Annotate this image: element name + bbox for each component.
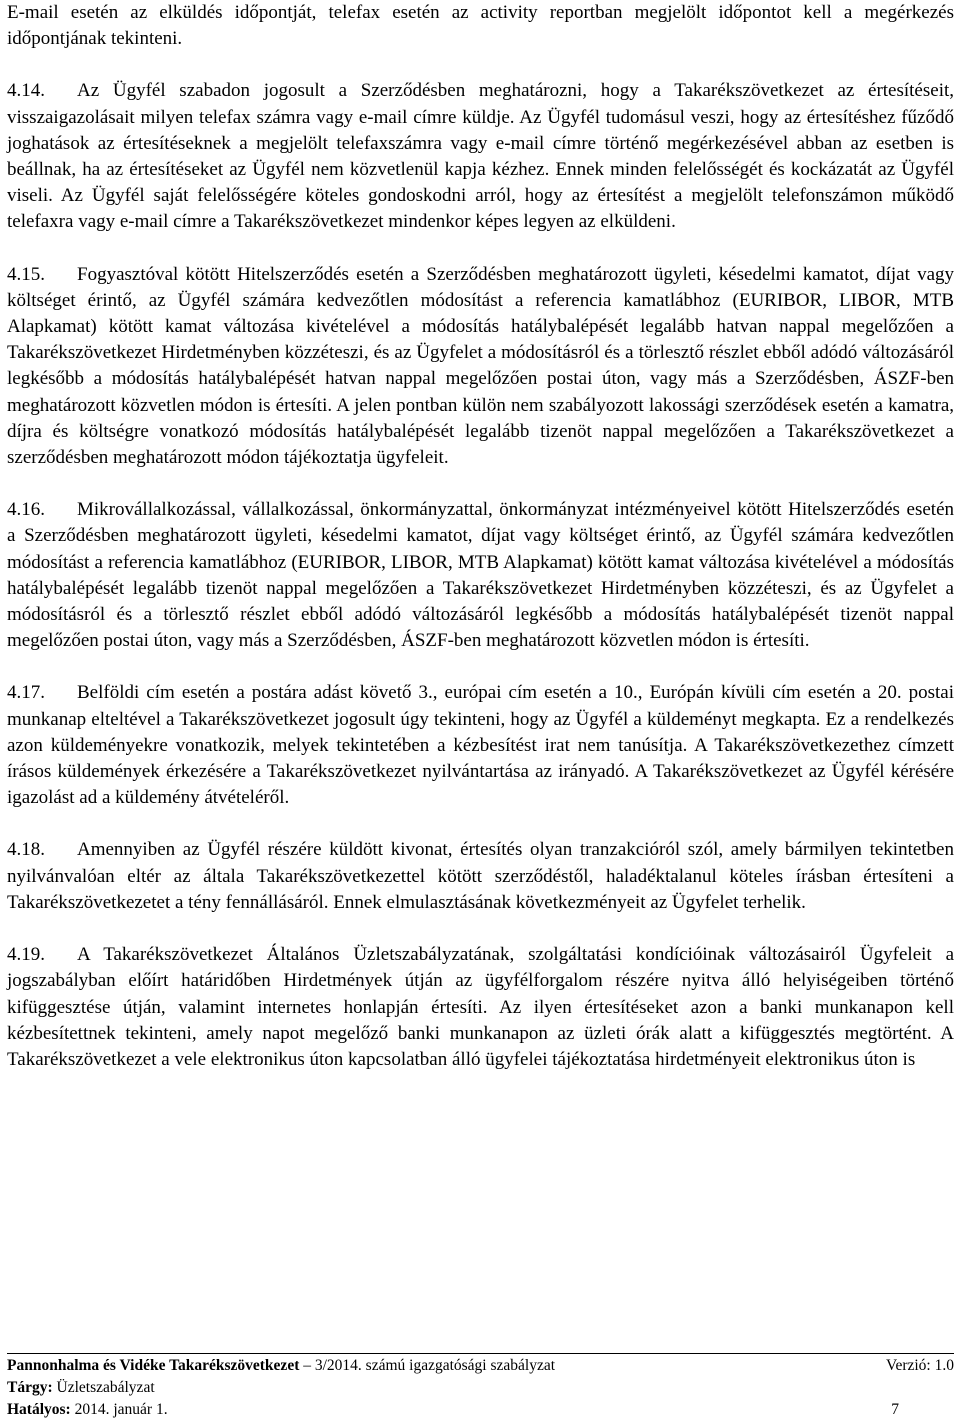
- footer-line-org: [7, 1355, 954, 1377]
- section-4-16: [7, 497, 954, 654]
- footer-subject-value: Üzletszabályzat: [56, 1379, 155, 1396]
- section-number: 4.15.: [7, 263, 45, 285]
- section-number: 4.18.: [7, 839, 45, 861]
- footer-divider: [7, 1353, 954, 1354]
- footer-version: Verzió: 1.0: [885, 1357, 954, 1374]
- footer-org-name: Pannonhalma és Vidéke Takarékszövetkezet: [7, 1357, 300, 1374]
- section-4-15: [7, 262, 954, 472]
- section-4-19: [7, 942, 954, 1073]
- footer-line-subject: [7, 1377, 954, 1399]
- section-4-17: [7, 680, 954, 811]
- page-number: 7: [891, 1401, 899, 1418]
- section-text: Fogyasztóval kötött Hitelszerződés esetén a Szerződésben meghatározott ügyleti, késedelmi kamatot, díjat vagy költséget érintő, az Ügyfél számára kedvezőtlen módosítást a referencia kamatlábhoz (EURIBOR, LIBOR, MTB Alapkamat) kötött kamat változása kivételével a módosítás hatálybalépését legalább hatvan nappal megelőzően a Takarékszövetkezet Hirdetményben közzéteszi, és az Ügyfelet a módosításról és a törlesztő részlet ebből adódó változásáról legkésőbb a módosítás hatálybalépését hatvan nappal megelőzően postai úton, vagy más a Szerződésben, ÁSZF-ben meghatározott közvetlen módon is értesíti. A jelen pontban külön nem szabályozott lakossági szerződések esetén a kamatra, díjra és költségre vonatkozó módosítás hatálybalépését legalább tizenöt nappal megelőzően a Takarékszövetkezet a szerződésben meghatározott módon tájékoztatja ügyfeleit.: [7, 263, 954, 469]
- document-body: [7, 0, 954, 1073]
- section-text: Amennyiben az Ügyfél részére küldött kivonat, értesítés olyan tranzakcióról szól, amely bármilyen tekintetben nyilvánvalóan eltér az általa Takarékszövetkezettel kötött szerződéstől, haladéktalanul köteles írásban értesíteni a Takarékszövetkezetet a tény fennállásáról. Ennek elmulasztásának következményeit az Ügyfelet terhelik.: [7, 839, 954, 913]
- footer-effective-value: 2014. január 1.: [74, 1401, 168, 1418]
- intro-paragraph: E-mail esetén az elküldés időpontját, telefax esetén az activity reportban megjelölt időpontot kell a megérkezés időpontjának tekinteni.: [7, 2, 954, 50]
- footer-regulation: – 3/2014. számú igazgatósági szabályzat: [303, 1357, 556, 1374]
- section-text: Belföldi cím esetén a postára adást követő 3., európai cím esetén a 10., Európán kívüli cím esetén a 20. postai munkanap elteltével a Takarékszövetkezet jogosult úgy tekinteni, hogy az Ügyfél a küldeményt megkapta. Ez a rendelkezés azon küldeményekre vonatkozik, melyek tekintetében a kézbesítést irat nem tanúsítja. A Takarékszövetkezethez címzett írásos küldemények érkezésére a Takarékszövetkezet nyilvántartása az irányadó. A Takarékszövetkezet az Ügyfél kérésére igazolást ad a küldemény átvételéről.: [7, 682, 954, 809]
- section-number: 4.14.: [7, 80, 45, 102]
- section-text: Az Ügyfél szabadon jogosult a Szerződésben meghatározni, hogy a Takarékszövetkezet az értesítéseit, visszaigazolásait milyen telefax számra vagy e-mail címre küldje. Az Ügyfél tudomásul veszi, hogy az értesítéshez fűződő joghatások az értesítéseknek a megjelölt telefaxszámra vagy e-mail címre történő megérkezésével abban az esetben is beállnak, ha az értesítéseket az Ügyfél nem közvetlenül kapja kézhez. Ennek minden felelősségét és kockázatát az Ügyfél viseli. Az Ügyfél saját felelősségére köteles gondoskodni arról, hogy az értesítést a megjelölt telefonszámon működő telefaxra vagy e-mail címre a Takarékszövetkezet mindenkor képes legyen az elküldeni.: [7, 80, 954, 233]
- section-number: 4.16.: [7, 499, 45, 521]
- section-number: 4.19.: [7, 944, 45, 966]
- page-footer: [7, 1355, 954, 1421]
- section-4-14: [7, 78, 954, 235]
- footer-line-effective: [7, 1399, 954, 1421]
- section-text: Mikrovállalkozással, vállalkozással, önkormányzattal, önkormányzat intézményeivel kötött Hitelszerződés esetén a Szerződésben meghatározott ügyleti, késedelmi kamatot, díjat vagy költséget érintő, az Ügyfél számára kedvezőtlen módosítást a referencia kamatlábhoz (EURIBOR, LIBOR, MTB Alapkamat) kötött kamat változása kivételével a módosítás hatálybalépését legalább tizenöt nappal megelőzően a Takarékszövetkezet Hirdetményben közzéteszi, és az Ügyfelet a módosításról és a törlesztő részlet ebből adódó változásáról legkésőbb a módosítás hatálybalépését tizenöt nappal megelőzően postai úton, vagy más a Szerződésben, ÁSZF-ben meghatározott közvetlen módon is értesíti.: [7, 499, 954, 652]
- footer-effective-label: Hatályos:: [7, 1401, 71, 1418]
- section-text: A Takarékszövetkezet Általános Üzletszabályzatának, szolgáltatási kondícióinak változásairól Ügyfeleit a jogszabályban előírt határidőben Hirdetmények útján az ügyfélforgalom részére nyitva álló helyiségeiben történő kifüggesztése útján, valamint internetes honlapján értesíti. Az ilyen értesítéseket azon a banki munkanapon kell kézbesítettnek tekinteni, amely napot megelőző banki munkanapon az üzleti órák alatt a kifüggesztés megtörtént. A Takarékszövetkezet a vele elektronikus úton kapcsolatban álló ügyfelei tájékoztatása hirdetményeit elektronikus úton is: [7, 944, 954, 1070]
- section-number: 4.17.: [7, 682, 45, 704]
- section-4-18: [7, 837, 954, 916]
- footer-subject-label: Tárgy:: [7, 1379, 53, 1396]
